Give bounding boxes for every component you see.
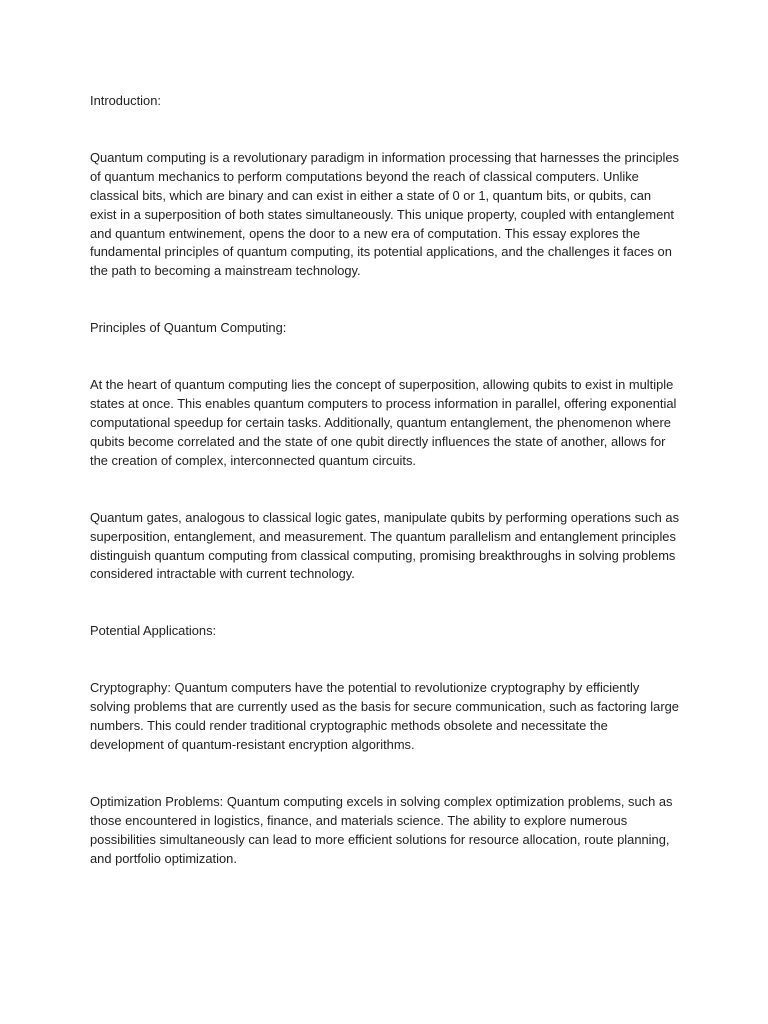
intro-heading: Introduction: (90, 93, 161, 108)
document-body (90, 92, 680, 906)
principles-heading: Principles of Quantum Computing: (90, 320, 287, 336)
applications-heading: Potential Applications: (90, 623, 217, 639)
intro-paragraph: Quantum computing is a revolutionary paradigm in information processing that harnesses the principles of quantum mechanics to perform computations beyond the reach of classical computers. Unlike classical bits, which are binary and can exist in either a state of 0 or 1, quantum bits, or qubits, can exist in a superposition of both states simultaneously. This unique property, coupled with entanglement and quantum entwinement, opens the door to a new era of computation. This essay explores the fundamental principles of quantum computing, its potential applications, and the challenges it faces on the path to becoming a mainstream technology. (90, 149, 679, 279)
principles-paragraph-2: Quantum gates, analogous to classical logic gates, manipulate qubits by performing operations such as superposition, entanglement, and measurement. The quantum parallelism and entanglement principles distinguish quantum computing from classical computing, promising breakthroughs in solving problems considered intractable with current technology. (90, 509, 680, 582)
optimization-paragraph: Optimization Problems: Quantum computing excels in solving complex optimization problems, such as those encountered in logistics, finance, and materials science. The ability to explore numerous possibilities simultaneously can lead to more efficient solutions for resource allocation, route planning, and portfolio optimization. (90, 793, 673, 866)
principles-paragraph-1: At the heart of quantum computing lies the concept of superposition, allowing qubits to exist in multiple states at once. This enables quantum computers to process information in parallel, offering exponential computational speedup for certain tasks. Additionally, quantum entanglement, the phenomenon where qubits become correlated and the state of one qubit directly influences the state of another, allows for the creation of complex, interconnected quantum circuits. (90, 377, 677, 468)
cryptography-paragraph: Cryptography: Quantum computers have the potential to revolutionize cryptography by efficiently solving problems that are currently used as the basis for secure communication, such as factoring large numbers. This could render traditional cryptographic methods obsolete and necessitate the development of quantum-resistant encryption algorithms. (90, 680, 679, 752)
